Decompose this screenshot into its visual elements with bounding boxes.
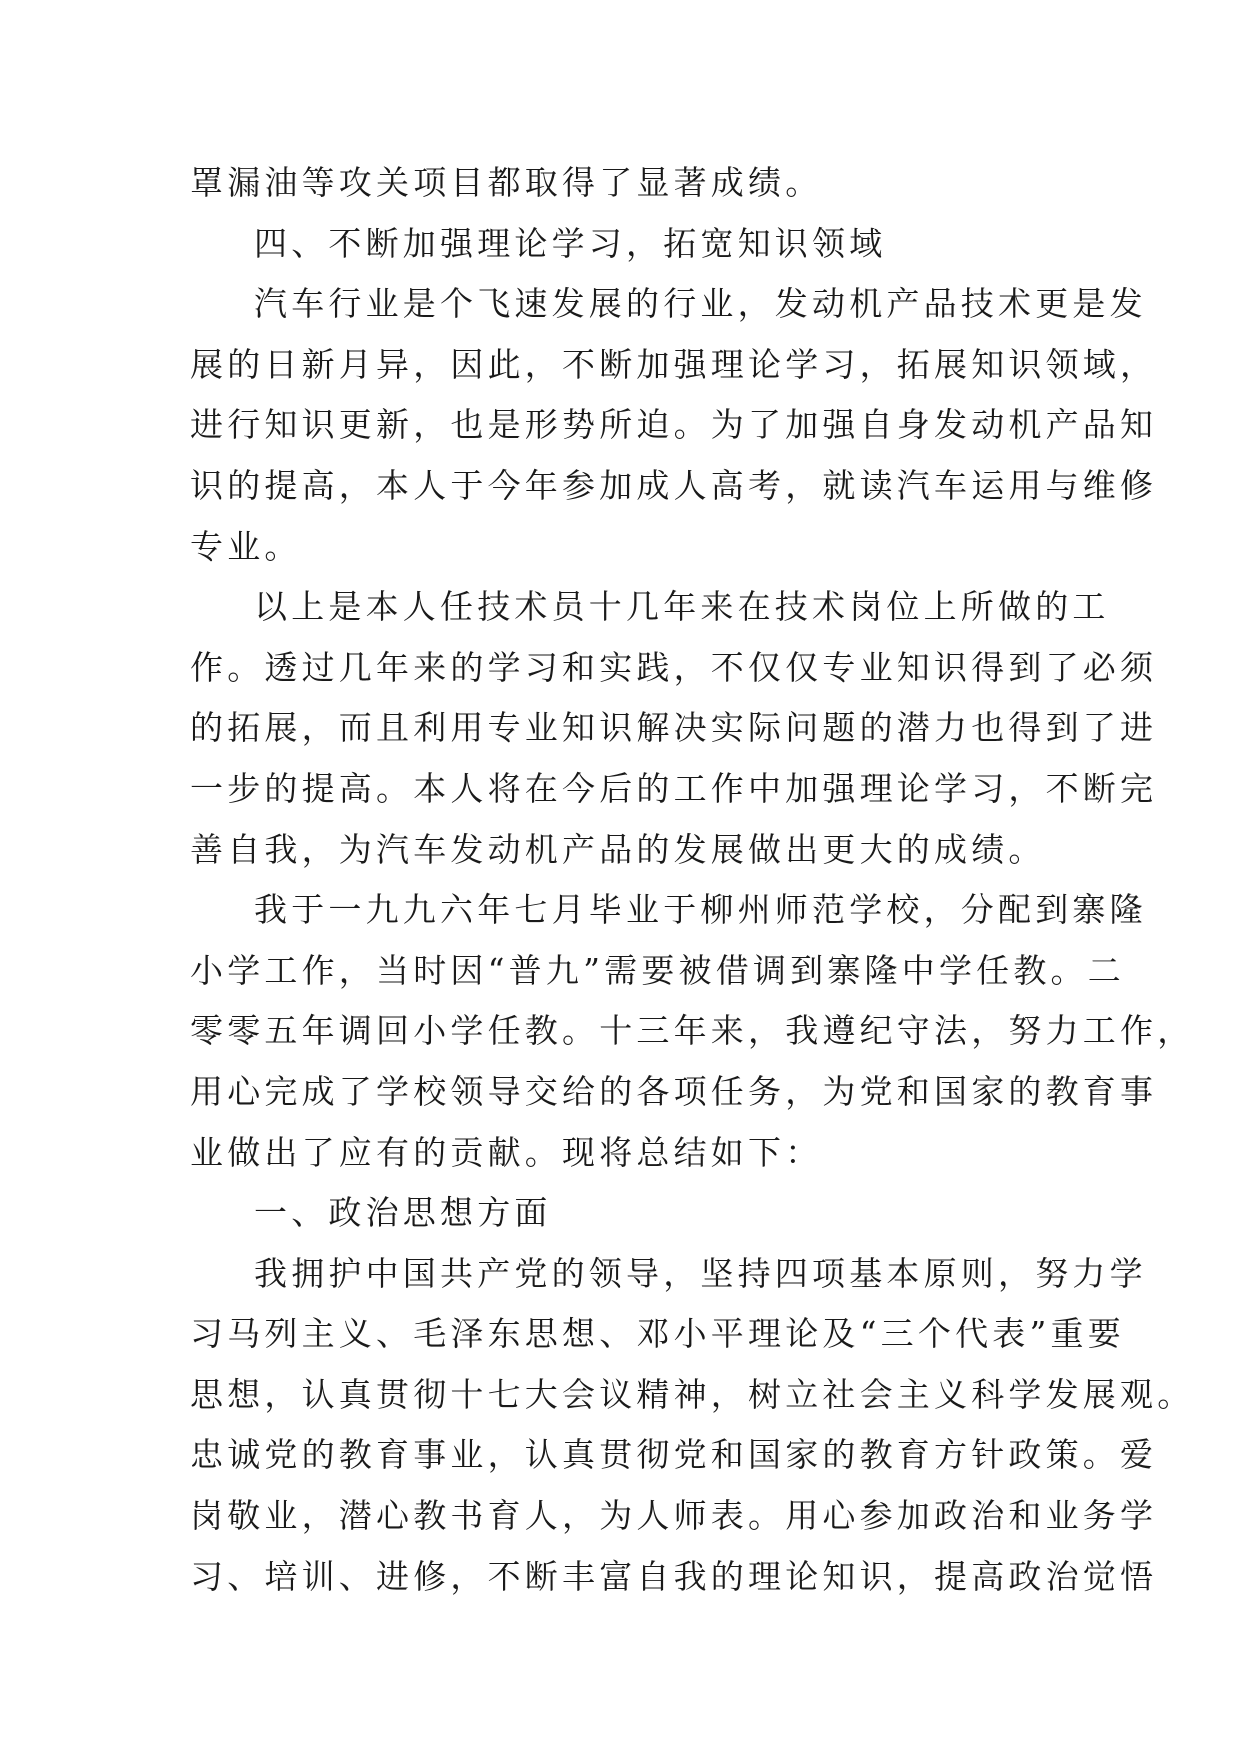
line-11: 一步的提高。本人将在今后的工作中加强理论学习，不断完 [190, 768, 1158, 808]
line-7: 专业。 [190, 526, 302, 566]
line-19: 我拥护中国共产党的领导，坚持四项基本原则，努力学 [254, 1253, 1147, 1293]
line-4: 展的日新月异，因此，不断加强理论学习，拓展知识领域， [190, 344, 1158, 384]
line-22: 忠诚党的教育事业，认真贯彻党和国家的教育方针政策。爱 [190, 1435, 1158, 1475]
section-heading-4: 四、不断加强理论学习，拓宽知识领域 [254, 223, 887, 263]
line-10: 的拓展，而且利用专业知识解决实际问题的潜力也得到了进 [190, 708, 1158, 748]
line-20: 习马列主义、毛泽东思想、邓小平理论及“三个代表”重要 [190, 1314, 1125, 1354]
line-16: 用心完成了学校领导交给的各项任务，为党和国家的教育事 [190, 1071, 1158, 1111]
line-13: 我于一九九六年七月毕业于柳州师范学校，分配到寨隆 [254, 890, 1147, 930]
line-8: 以上是本人任技术员十几年来在技术岗位上所做的工 [254, 587, 1110, 627]
line-14: 小学工作，当时因“普九”需要被借调到寨隆中学任教。二 [190, 950, 1125, 990]
line-23: 岗敬业，潜心教书育人，为人师表。用心参加政治和业务学 [190, 1496, 1158, 1536]
line-24: 习、培训、进修，不断丰富自我的理论知识，提高政治觉悟 [190, 1556, 1158, 1596]
line-12: 善自我，为汽车发动机产品的发展做出更大的成绩。 [190, 829, 1046, 869]
document-body [190, 153, 1195, 1607]
line-6: 识的提高，本人于今年参加成人高考，就读汽车运用与维修 [190, 465, 1158, 505]
line-9: 作。透过几年来的学习和实践，不仅仅专业知识得到了必须 [190, 647, 1158, 687]
line-15: 零零五年调回小学任教。十三年来，我遵纪守法，努力工作， [190, 1011, 1195, 1051]
line-3: 汽车行业是个飞速发展的行业，发动机产品技术更是发 [254, 284, 1147, 324]
line-21: 思想，认真贯彻十七大会议精神，树立社会主义科学发展观。 [190, 1374, 1195, 1414]
line-1: 罩漏油等攻关项目都取得了显著成绩。 [190, 163, 823, 202]
line-17: 业做出了应有的贡献。现将总结如下： [190, 1132, 823, 1172]
section-heading-1: 一、政治思想方面 [254, 1193, 552, 1233]
line-5: 进行知识更新，也是形势所迫。为了加强自身发动机产品知 [190, 405, 1158, 445]
